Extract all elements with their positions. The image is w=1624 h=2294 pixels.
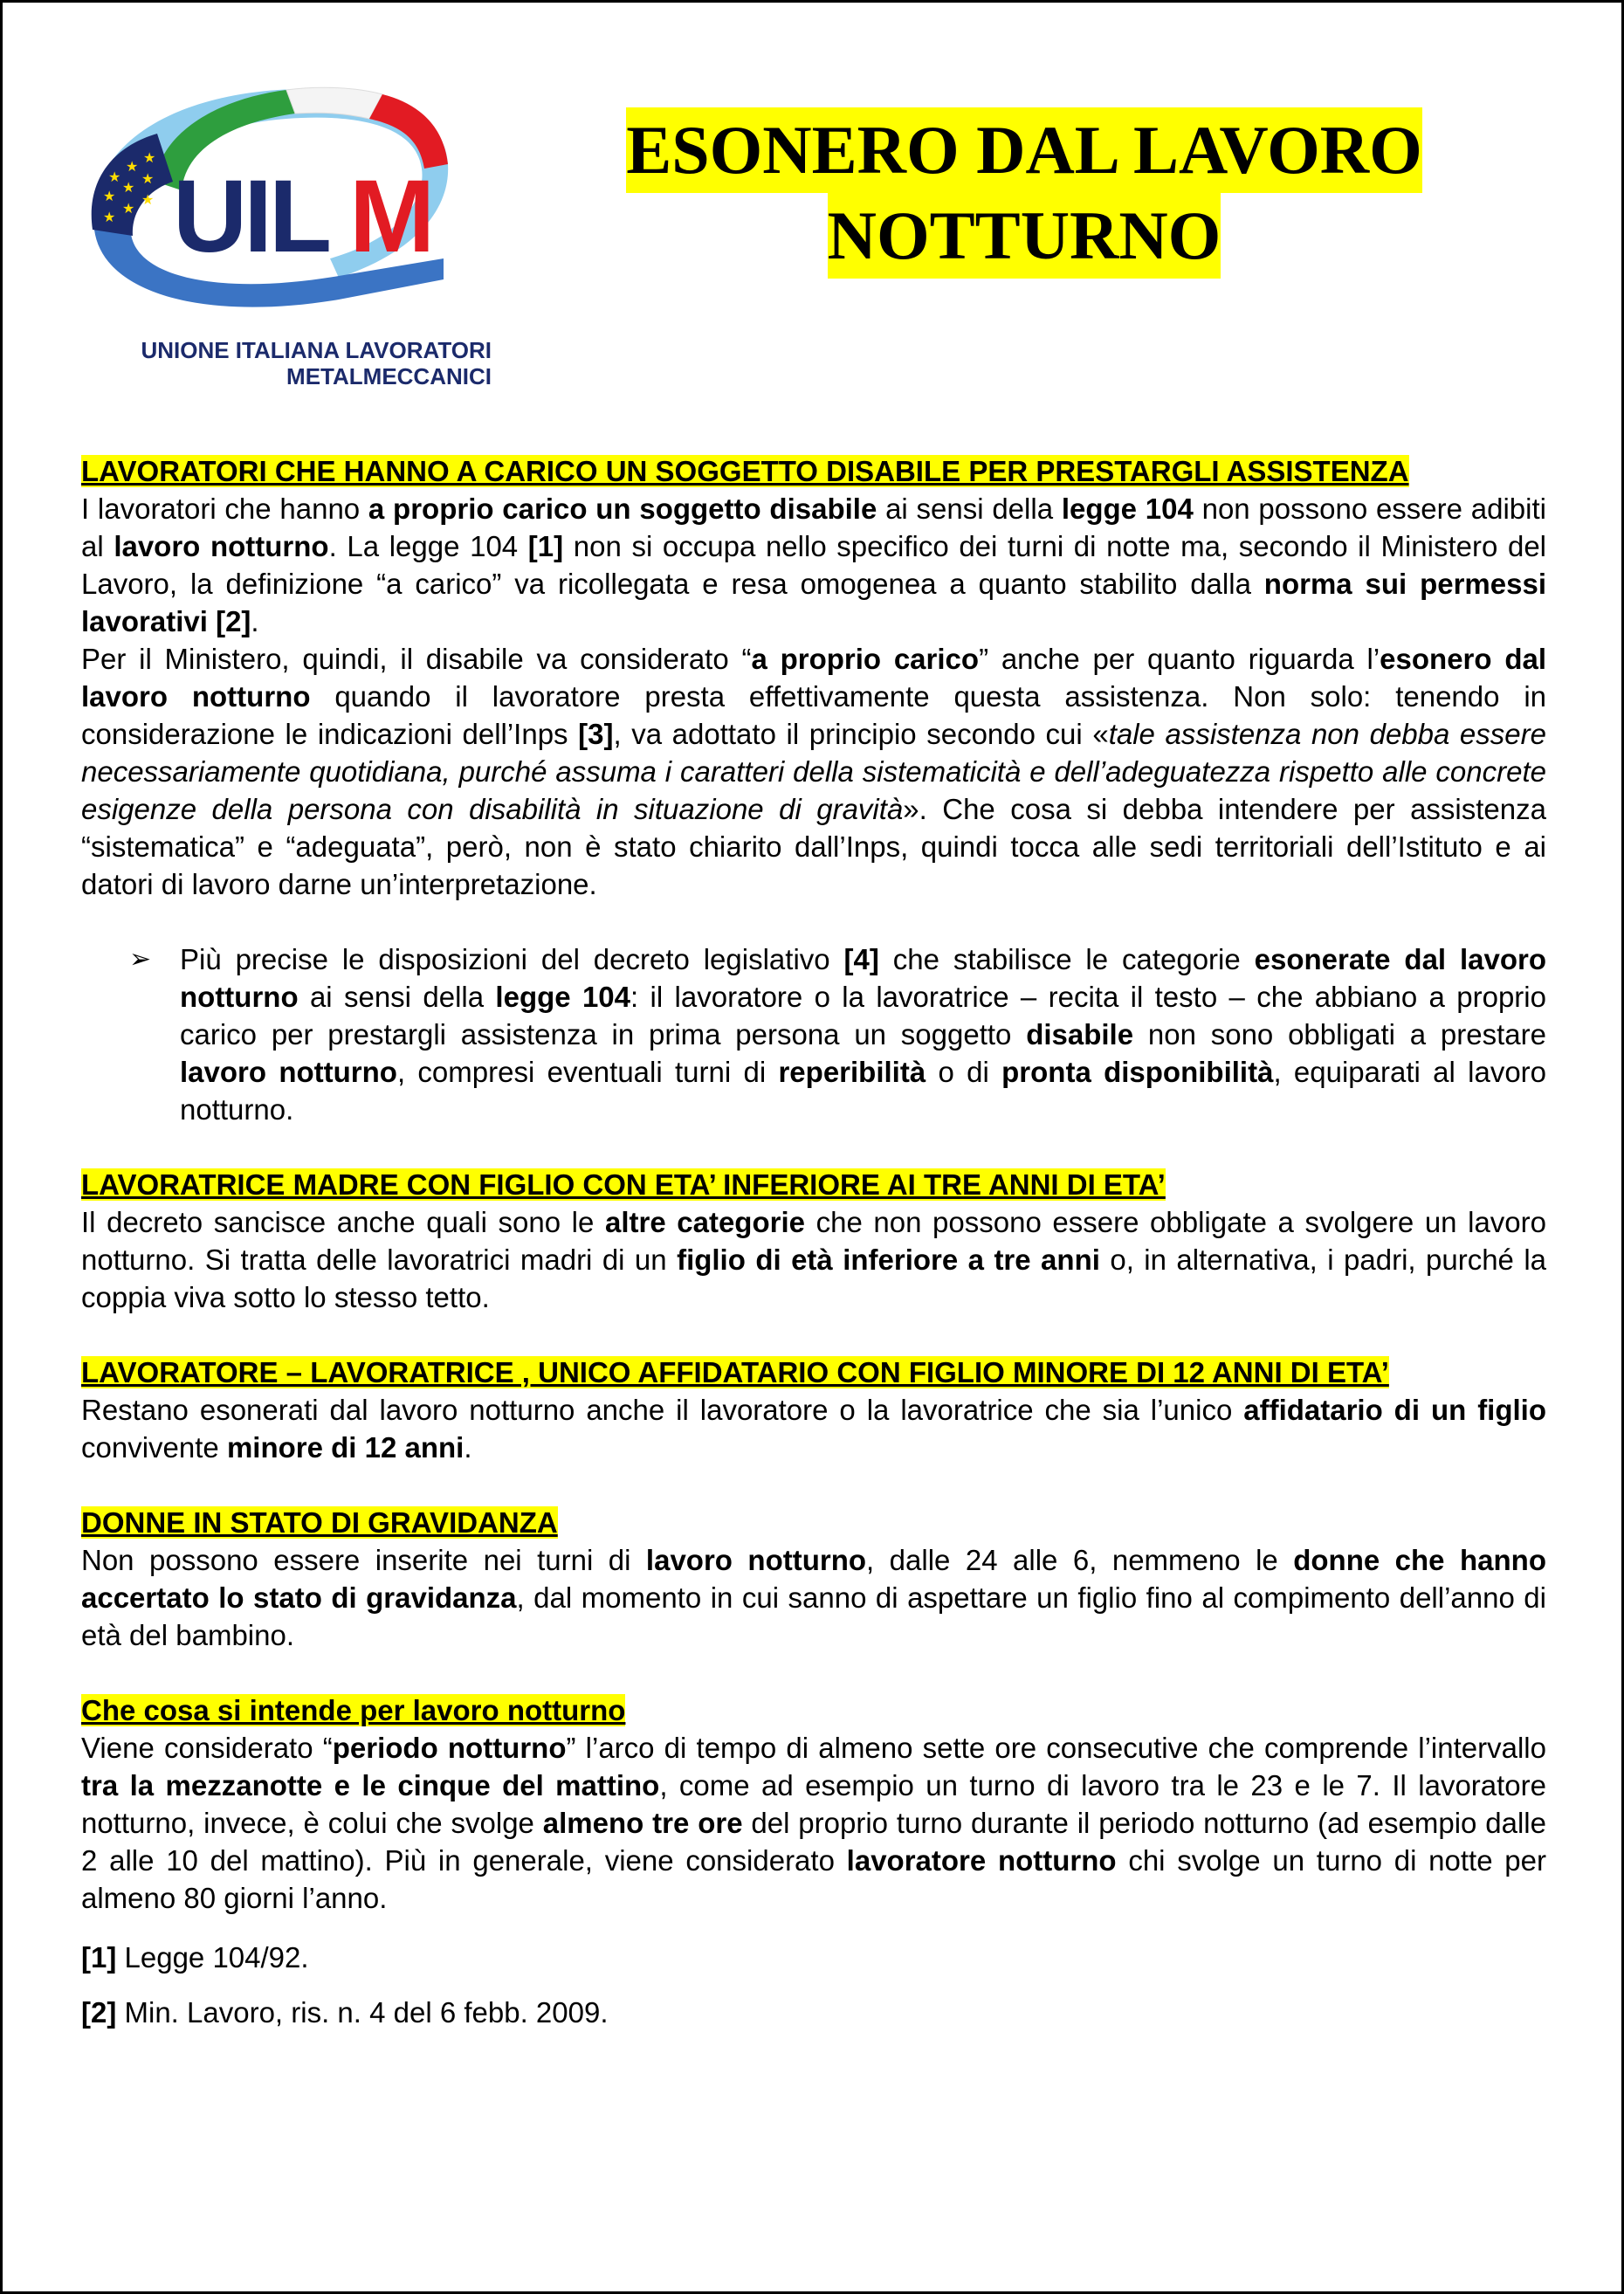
svg-text:★: ★: [103, 188, 116, 204]
section-heading-gravidanza: DONNE IN STATO DI GRAVIDANZA: [81, 1506, 558, 1539]
logo-subtitle-line1: UNIONE ITALIANA LAVORATORI: [141, 337, 492, 363]
bullet-decreto: ➢ Più precise le disposizioni del decreto legislativo [4] che stabilisce le categorie esonerate dal lavoro notturno ai sensi della legge 104: il lavoratore o la lavoratrice – recita il testo – che abbiano a proprio carico per prestargli assistenza in prima persona un soggetto disabile non sono obbligati a prestare lavoro notturno, compresi eventuali turni di reperibilità o di pronta disponibilità, equiparati al lavoro notturno.: [81, 940, 1546, 1128]
section-heading-affidatario: LAVORATORE – LAVORATRICE , UNICO AFFIDATARIO CON FIGLIO MINORE DI 12 ANNI DI ETA’: [81, 1356, 1389, 1388]
footnote-1: [1] Legge 104/92.: [81, 1941, 309, 1974]
section-heading-disabile: LAVORATORI CHE HANNO A CARICO UN SOGGETTO DISABILE PER PRESTARGLI ASSISTENZA: [81, 455, 1409, 487]
paragraph-madre: Il decreto sancisce anche quali sono le altre categorie che non possono essere obbligate a svolgere un lavoro notturno. Si tratta delle lavoratrici madri di un figlio di età inferiore a tre anni o, in alternativa, i padri, purché la coppia viva sotto lo stesso tetto.: [81, 1206, 1547, 1313]
svg-text:★: ★: [108, 169, 121, 185]
paragraph-disabile-1: I lavoratori che hanno a proprio carico un soggetto disabile ai sensi della legge 104 non possono essere adibiti al lavoro notturno. La legge 104 [1] non si occupa nello specifico dei turni di notte ma, secondo il Ministero del Lavoro, la definizione “a carico” va ricollegata e resa omogenea a quanto stabilito dalla norma sui permessi lavorativi [2].: [81, 493, 1547, 637]
section-heading-lavoro-notturno: Che cosa si intende per lavoro notturno: [81, 1694, 626, 1726]
paragraph-gravidanza: Non possono essere inserite nei turni di lavoro notturno, dalle 24 alle 6, nemmeno le donne che hanno accertato lo stato di gravidanza, dal momento in cui sanno di aspettare un figlio fino al compimento dell’anno di età del bambino.: [81, 1544, 1546, 1651]
paragraph-affidatario: Restano esonerati dal lavoro notturno anche il lavoratore o la lavoratrice che sia l’unico affidatario di un figlio convivente minore di 12 anni.: [81, 1394, 1546, 1464]
section-heading-madre: LAVORATRICE MADRE CON FIGLIO CON ETA’ INFERIORE AI TRE ANNI DI ETA’: [81, 1168, 1166, 1201]
uilm-logo-graphic: [77, 51, 505, 391]
paragraph-disabile-2: Per il Ministero, quindi, il disabile va considerato “a proprio carico” anche per quanto riguarda l’esonero dal lavoro notturno quando il lavoratore presta effettivamente questa assistenza. Non solo: tenendo in considerazione le indicazioni dell’Inps [3], va adottato il principio secondo cui «tale assistenza non debba essere necessariamente quotidiana, purché assuma i caratteri della sistematicità e dell’adeguatezza rispetto alle concrete esigenze della persona con disabilità in situazione di gravità». Che cosa si debba intendere per assistenza “sistematica” e “adeguata”, però, non è stato chiarito dall’Inps, quindi tocca alle sedi territoriali dell’Istituto e ai datori di lavoro darne un’interpretazione.: [81, 643, 1547, 900]
title-line-2: NOTTURNO: [828, 193, 1221, 279]
svg-text:★: ★: [141, 170, 155, 187]
flag-red: [369, 94, 448, 169]
logo-wordmark-uil: UIL: [173, 159, 329, 274]
document-body: [81, 452, 1546, 2031]
page-title: [544, 107, 1504, 279]
svg-text:★: ★: [141, 191, 155, 208]
footnote-2: [2] Min. Lavoro, ris. n. 4 del 6 febb. 2009.: [81, 1996, 609, 2029]
svg-text:★: ★: [122, 179, 135, 196]
svg-text:★: ★: [126, 158, 139, 175]
svg-text:★: ★: [122, 200, 135, 217]
svg-text:★: ★: [143, 149, 156, 166]
svg-text:★: ★: [103, 209, 116, 225]
uilm-logo: [77, 51, 505, 391]
title-line-1: ESONERO DAL LAVORO: [626, 107, 1422, 193]
arrow-bullet-icon: ➢: [129, 945, 152, 974]
logo-wordmark-m: M: [349, 159, 436, 274]
logo-subtitle-line2: METALMECCANICI: [286, 363, 492, 389]
paragraph-lavoro-notturno: Viene considerato “periodo notturno” l’arco di tempo di almeno sette ore consecutive che comprende l’intervallo tra la mezzanotte e le cinque del mattino, come ad esempio un turno di lavoro tra le 23 e le 7. Il lavoratore notturno, invece, è colui che svolge almeno tre ore del proprio turno durante il periodo notturno (ad esempio dalle 2 alle 10 del mattino). Più in generale, viene considerato lavoratore notturno chi svolge un turno di notte per almeno 80 giorni l’anno.: [81, 1732, 1547, 1914]
